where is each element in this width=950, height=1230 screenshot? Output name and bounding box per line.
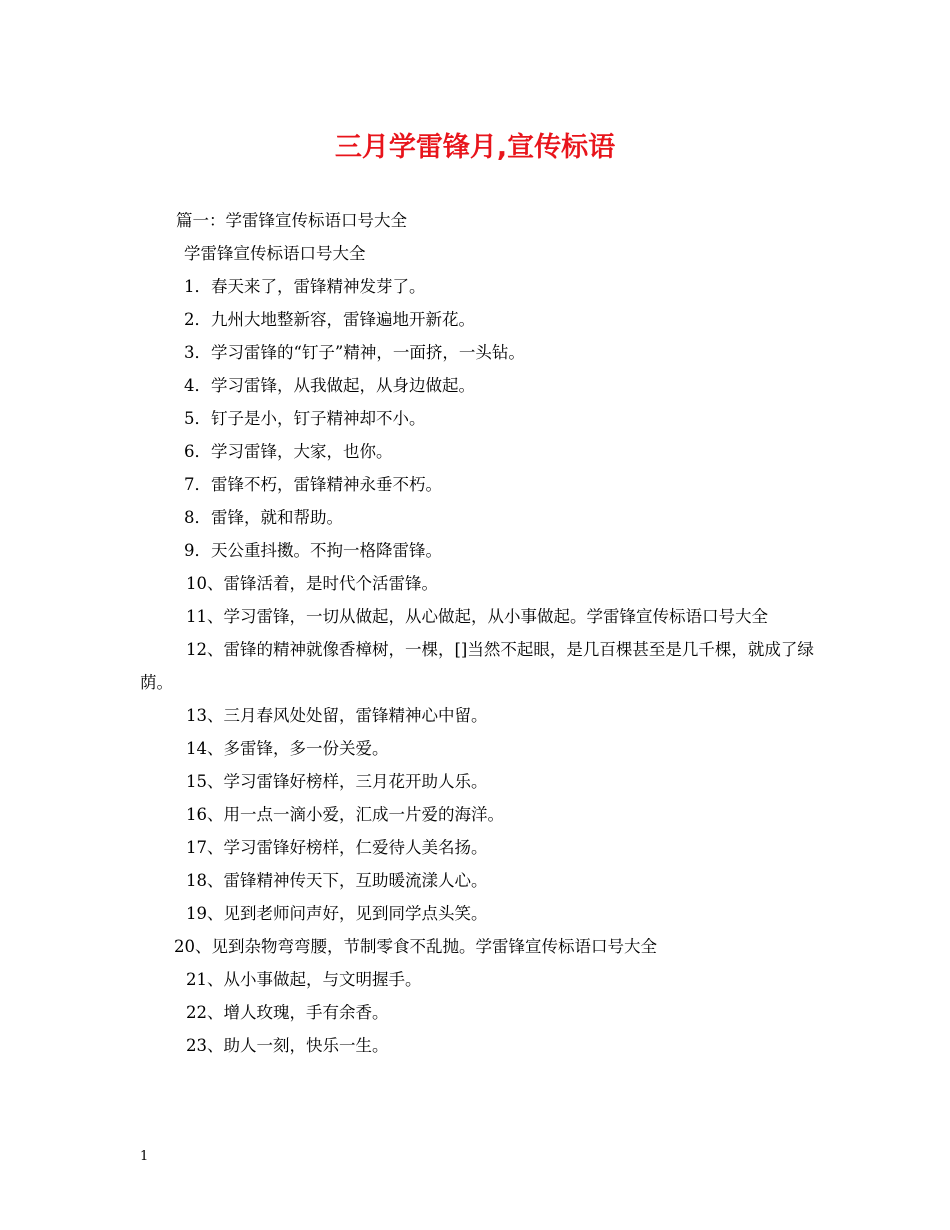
slogan-item: 23、助人一刻，快乐一生。 [186,1036,389,1055]
subheading: 学雷锋宣传标语口号大全 [184,244,366,263]
slogan-item: 4．学习雷锋，从我做起，从身边做起。 [184,376,475,395]
slogan-item: 2．九州大地整新容，雷锋遍地开新花。 [184,310,475,329]
slogan-item-wrapped: 12、雷锋的精神就像香樟树，一棵，[]当然不起眼，是几百棵甚至是几千棵，就成了绿荫。 [140,640,814,692]
slogan-item: 17、学习雷锋好榜样，仁爱待人美名扬。 [186,838,488,857]
slogan-item: 1．春天来了，雷锋精神发芽了。 [184,277,426,296]
slogan-item: 5．钉子是小，钉子精神却不小。 [184,409,426,428]
slogan-item: 20、见到杂物弯弯腰，节制零食不乱抛。学雷锋宣传标语口号大全 [174,937,657,956]
slogan-item: 18、雷锋精神传天下，互助暖流漾人心。 [186,871,488,890]
slogan-item: 10、雷锋活着，是时代个活雷锋。 [186,574,438,593]
slogan-item: 16、用一点一滴小爱，汇成一片爱的海洋。 [186,805,504,824]
slogan-item: 9．天公重抖擞。不拘一格降雷锋。 [184,541,442,560]
slogan-item: 19、见到老师问声好，见到同学点头笑。 [186,904,488,923]
slogan-item: 8．雷锋，就和帮助。 [184,508,343,527]
slogan-item: 7．雷锋不朽，雷锋精神永垂不朽。 [184,475,442,494]
slogan-item: 22、增人玫瑰，手有余香。 [186,1003,389,1022]
document-title: 三月学雷锋月,宣传标语 [334,132,616,163]
slogan-item: 6．学习雷锋，大家，也你。 [184,442,393,461]
document-body [140,204,840,1062]
page-number: 1 [140,1149,149,1164]
slogan-item: 14、多雷锋，多一份关爱。 [186,739,389,758]
slogan-item: 3．学习雷锋的“钉子”精神，一面挤，一头钻。 [184,343,525,362]
slogan-item: 21、从小事做起，与文明握手。 [186,970,422,989]
slogan-item: 15、学习雷锋好榜样，三月花开助人乐。 [186,772,488,791]
slogan-item-wrapped: 11、学习雷锋，一切从做起，从心做起，从小事做起。学雷锋宣传标语口号大全 [186,607,768,626]
section-heading: 篇一：学雷锋宣传标语口号大全 [176,211,407,230]
slogan-item: 13、三月春风处处留，雷锋精神心中留。 [186,706,488,725]
